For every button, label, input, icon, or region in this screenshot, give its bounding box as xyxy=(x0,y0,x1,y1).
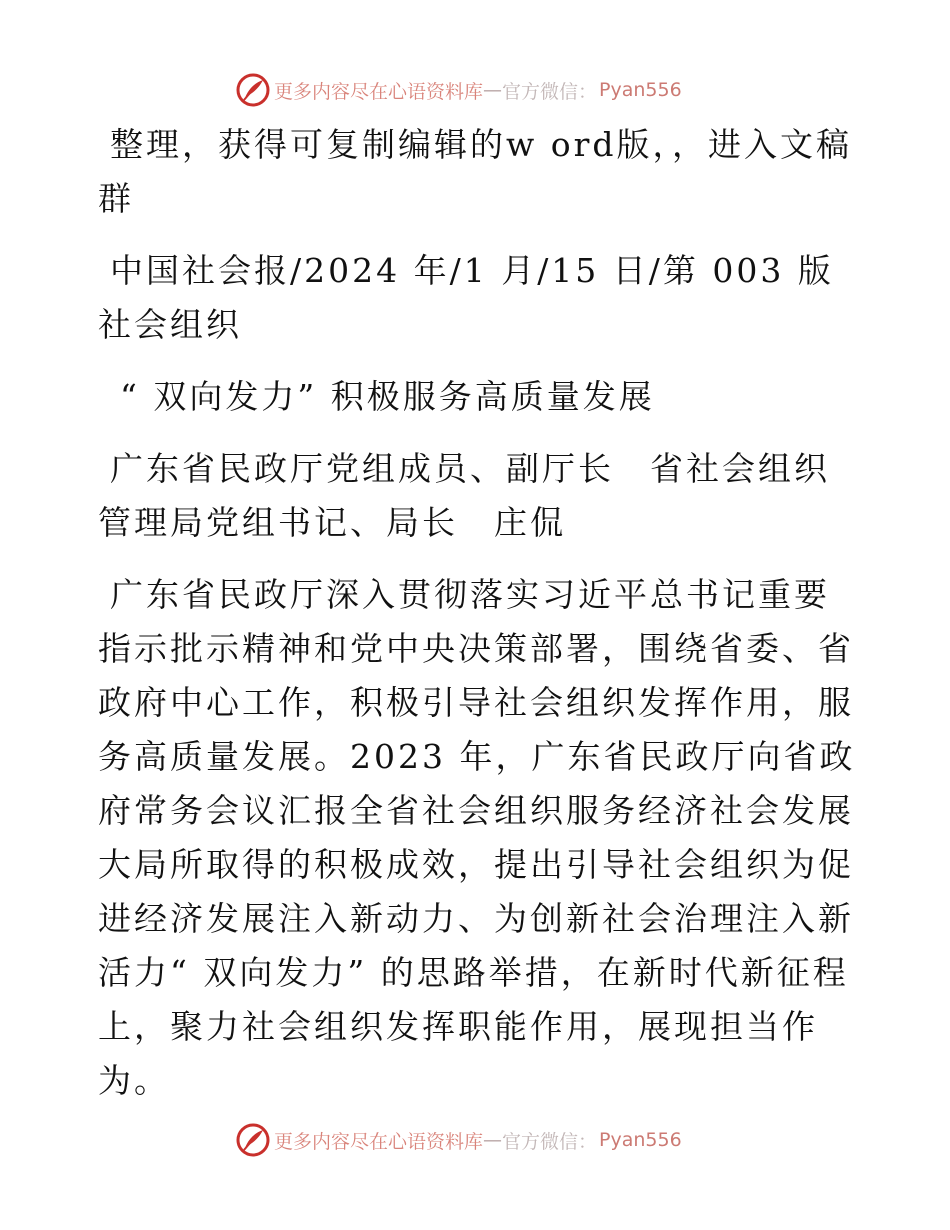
document-body xyxy=(98,118,858,1126)
author-line: 广东省民政厅党组成员、副厅长 省社会组织管理局党组书记、局长 庄侃 xyxy=(98,449,830,542)
quill-logo-icon xyxy=(236,1123,270,1157)
watermark-separator: — xyxy=(483,79,503,101)
watermark-contact-label: 官方微信： xyxy=(502,1130,598,1153)
watermark-wechat-id: Pyan556 xyxy=(599,1129,682,1151)
quill-logo-icon xyxy=(236,73,270,107)
watermark-text: 更多内容尽在心语资料库 xyxy=(274,1130,484,1153)
intro-note: 整理，获得可复制编辑的w ord版，，进入文稿群 xyxy=(98,125,853,218)
article-title: “ 双向发力” 积极服务高质量发展 xyxy=(120,377,655,416)
watermark-separator: — xyxy=(483,1129,503,1151)
body-paragraph: 广东省民政厅深入贯彻落实习近平总书记重要指示批示精神和党中央决策部署，围绕省委、省政府中心工作，积极引导社会组织发挥作用，服务高质量发展。2023 年，广东省民政厅向省政府常务会议汇报全省社会组织服务经济社会发展大局所取得的积极成效，提出引导社会组织为促进经济发展注入新动力、为创新社会治理注入新活力“ 双向发力” 的思路举措，在新时代新征程上，聚力社会组织发挥职能作用，展现担当作为。 xyxy=(98,575,856,1100)
footer-watermark xyxy=(236,1122,682,1158)
source-line: 中国社会报/2024 年/1 月/15 日/第 003 版社会组织 xyxy=(98,251,834,344)
watermark-wechat-id: Pyan556 xyxy=(599,79,682,101)
header-watermark xyxy=(236,72,682,108)
watermark-text: 更多内容尽在心语资料库 xyxy=(274,80,484,103)
watermark-contact-label: 官方微信： xyxy=(502,80,598,103)
